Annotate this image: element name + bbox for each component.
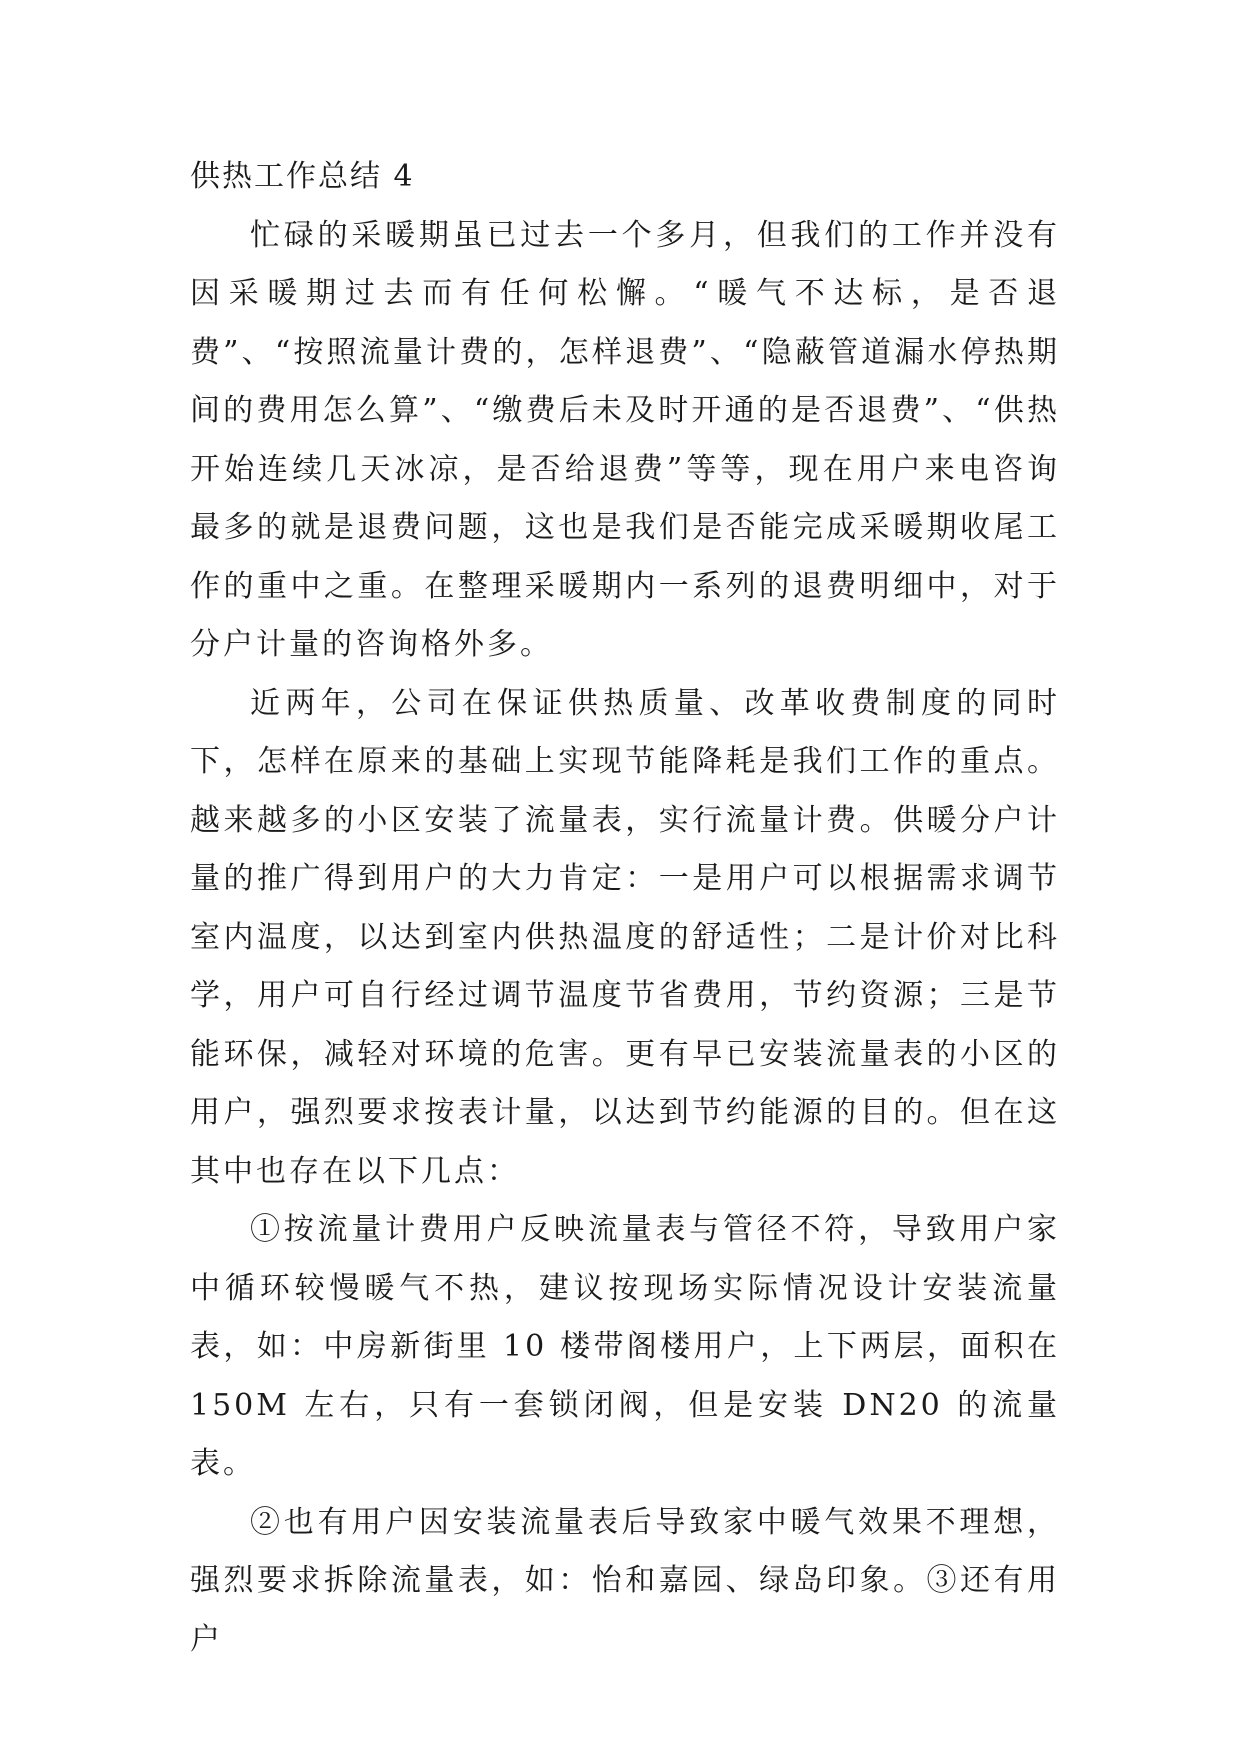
paragraph-2: 近两年，公司在保证供热质量、改革收费制度的同时下，怎样在原来的基础上实现节能降耗是我们工作的重点。越来越多的小区安装了流量表，实行流量计费。供暖分户计量的推广得到用户的大力肯定：一是用户可以根据需求调节室内温度，以达到室内供热温度的舒适性；二是计价对比科学，用户可自行经过调节温度节省费用，节约资源；三是节能环保，减轻对环境的危害。更有早已安装流量表的小区的用户，强烈要求按表计量，以达到节约能源的目的。但在这其中也存在以下几点： [190,685,1060,1189]
document-body [190,148,1060,1669]
paragraph-4: ②也有用户因安装流量表后导致家中暖气效果不理想，强烈要求拆除流量表，如：怡和嘉园、绿岛印象。③还有用户 [190,1504,1060,1657]
paragraph-3: ①按流量计费用户反映流量表与管径不符，导致用户家中循环较慢暖气不热，建议按现场实际情况设计安装流量表，如：中房新街里 10 楼带阁楼用户，上下两层，面积在 150M 左右，只有一套锁闭阀，但是安装 DN20 的流量表。 [190,1212,1060,1481]
document-title: 供热工作总结 4 [190,159,415,194]
paragraph-1: 忙碌的采暖期虽已过去一个多月，但我们的工作并没有因采暖期过去而有任何松懈。“暖气不达标，是否退费”、“按照流量计费的，怎样退费”、“隐蔽管道漏水停热期间的费用怎么算”、“缴费后未及时开通的是否退费”、“供热开始连续几天冰凉，是否给退费”等等，现在用户来电咨询最多的就是退费问题，这也是我们是否能完成采暖期收尾工作的重中之重。在整理采暖期内一系列的退费明细中，对于分户计量的咨询格外多。 [190,217,1060,662]
